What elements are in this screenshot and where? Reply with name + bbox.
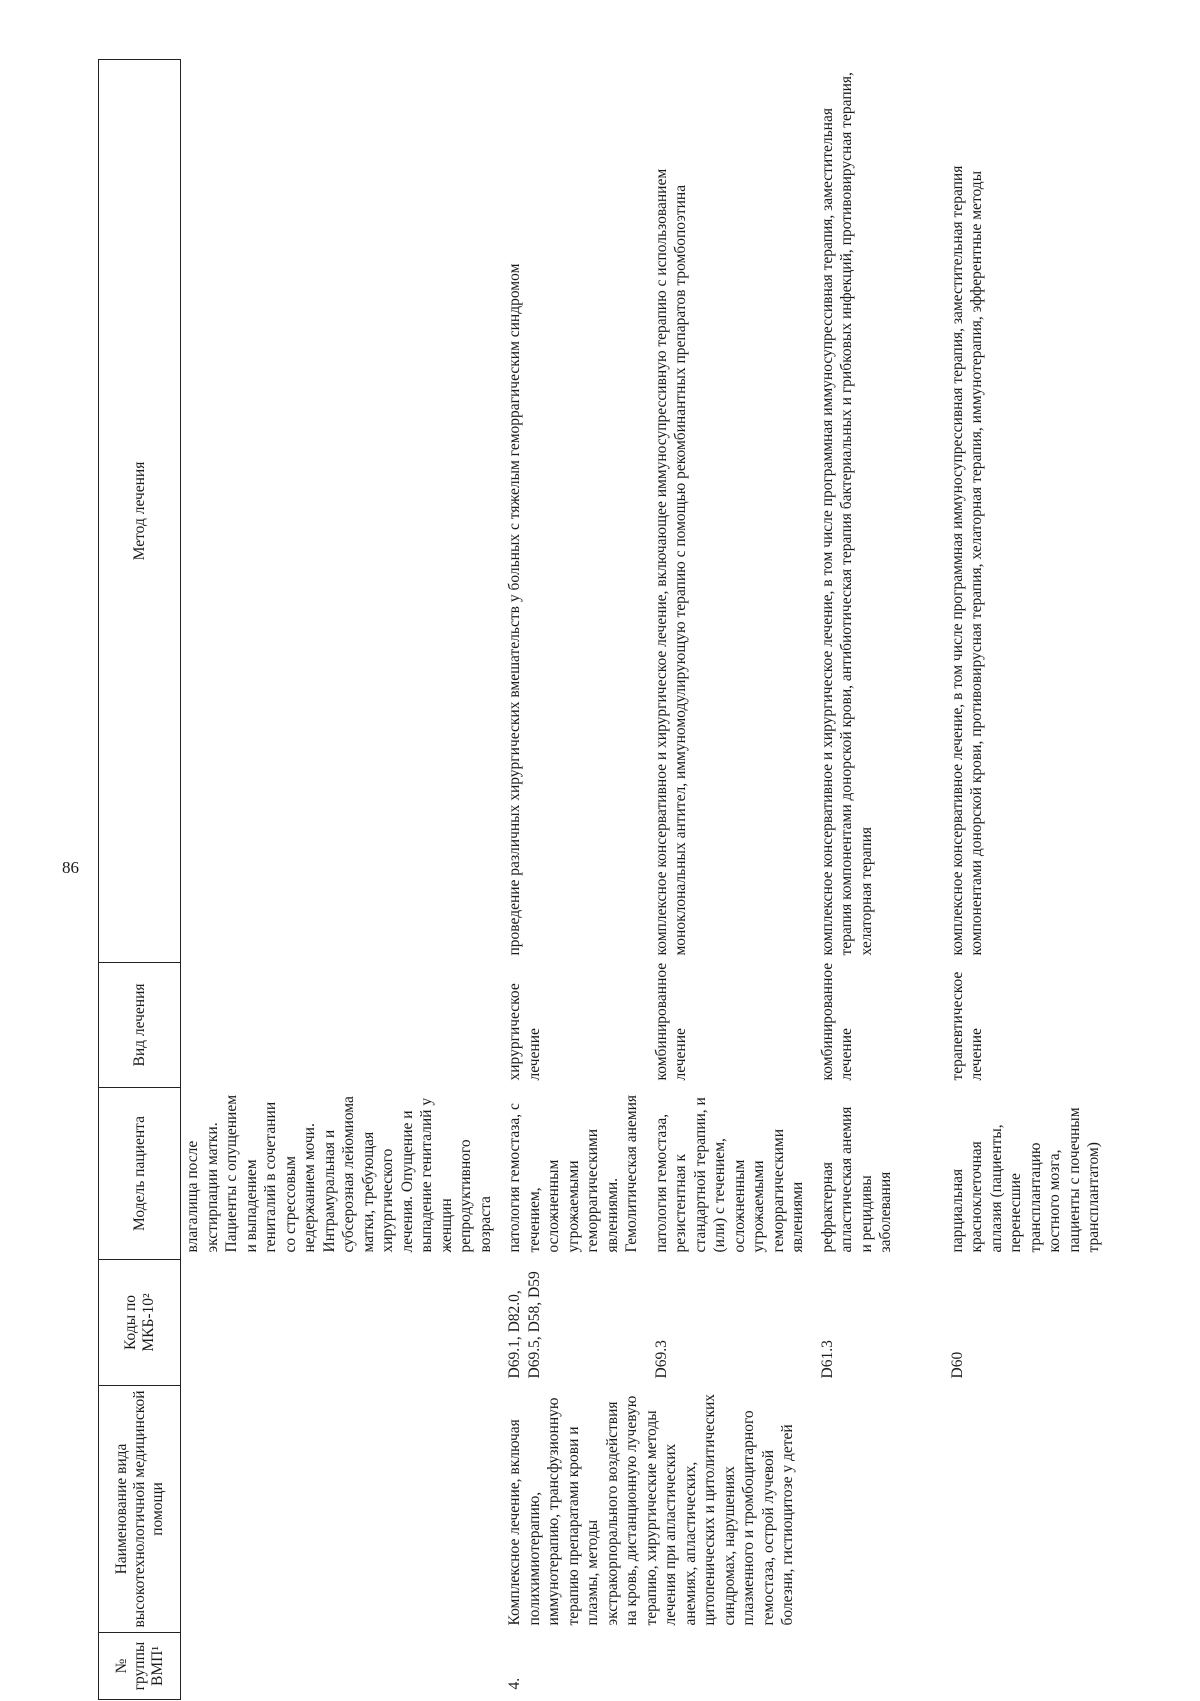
- treatment-table: [98, 59, 1112, 1700]
- cell-icd-codes: D60: [948, 1351, 966, 1379]
- cell-care-type-name: Комплексное лечение, включая полихимиотерапию, иммунотерапию, трансфузионную терапию препаратами крови и плазмы, методы экстракорпорального воздействия на кровь, дистанционную лучевую терапию, хирургические методы лечения при апластических анемиях, апластических, цитопенических и цитолитических синдромах, нарушениях плазменного и тромбоцитарного гемостаза, острой лучевой болезни, гистиоцитозе у детей: [506, 1393, 796, 1626]
- cell-patient-model: парциальная красноклеточная аплазия (пациенты, перенесшие трансплантацию костного мозга, пациенты с почечным трансплантатом): [948, 1107, 1102, 1253]
- cell-icd-codes: D69.1, D82.0, D69.5, D58, D59: [506, 1271, 543, 1379]
- header-group-number: № группы ВМП¹: [99, 1633, 181, 1700]
- cell-icd-codes: D61.3: [818, 1340, 836, 1379]
- rotated-page: [98, 60, 1108, 1700]
- table-row: [181, 60, 504, 1700]
- cell-patient-model: рефрактерная апластическая анемия и рецидивы заболевания: [818, 1106, 894, 1253]
- cell-icd-codes: D69.3: [652, 1340, 670, 1379]
- header-icd-codes: Коды по МКБ-10²: [99, 1260, 181, 1386]
- cell-treatment-method: [181, 60, 504, 963]
- header-treatment-method: Метод лечения: [99, 60, 181, 963]
- header-care-type-name: Наименование вида высокотехнологичной медицинской помощи: [99, 1386, 181, 1633]
- cell-patient-model: влагалища после экстирпации матки. Пациенты с опущением и выпадением гениталий в сочетании со стрессовым недержанием мочи. Интрамуральная и субсерозная лейомиома матки, требующая хирургического лечения. Опущение и выпадение гениталий у женщин репродуктивного возраста: [184, 1094, 494, 1253]
- table-header: [99, 60, 181, 1700]
- cell-treatment-type: комбинированное лечение: [652, 962, 689, 1081]
- header-patient-model: Модель пациента: [99, 1088, 181, 1260]
- cell-treatment-method: комплексное консервативное и хирургическое лечение, в том числе программная иммуносупрессивная терапия, заместительная терапия компонентами донорской крови, антибиотическая терапия бактериальных и грибковых инфекций, противовирусная терапия, хелаторная терапия: [818, 72, 875, 956]
- cell-treatment-method: проведение различных хирургических вмешательств у больных с тяжелым геморрагическим синдромом: [506, 263, 523, 956]
- cell-treatment-type: [181, 963, 504, 1088]
- cell-care-type-name: [181, 1386, 504, 1633]
- cell-group-number: 4.: [506, 1677, 523, 1690]
- cell-treatment-method: комплексное консервативное и хирургическое лечение, включающее иммуносупрессивную терапию с использованием моноклональных антител, иммуномодулирующую терапию с помощью рекомбинантных препаратов тромбопоэтина: [652, 168, 689, 956]
- page-number: 86: [62, 858, 79, 877]
- cell-treatment-type: хирургическое лечение: [506, 983, 543, 1081]
- table-row: [503, 60, 650, 1700]
- cell-icd-codes: [181, 1260, 504, 1386]
- cell-treatment-method: комплексное консервативное лечение, в том числе программная иммуносупрессивная терапия, заместительная терапия компонентами донорской крови, противовирусная терапия, хелаторная терапия, иммунотерапия, эфферентные методы: [948, 165, 985, 956]
- cell-group-number: [181, 1633, 504, 1700]
- cell-patient-model: патология гемостаза, резистентная к стандартной терапии, и (или) с течением, осложненным угрожаемыми геморрагическими явлениями: [652, 1097, 806, 1253]
- cell-patient-model: патология гемостаза, с течением, осложненным угрожаемыми геморрагическими явлениями. Гемолитическая анемия: [506, 1094, 640, 1253]
- cell-treatment-type: комбинированное лечение: [818, 962, 855, 1081]
- cell-treatment-type: терапевтическое лечение: [948, 971, 985, 1081]
- header-treatment-type: Вид лечения: [99, 963, 181, 1088]
